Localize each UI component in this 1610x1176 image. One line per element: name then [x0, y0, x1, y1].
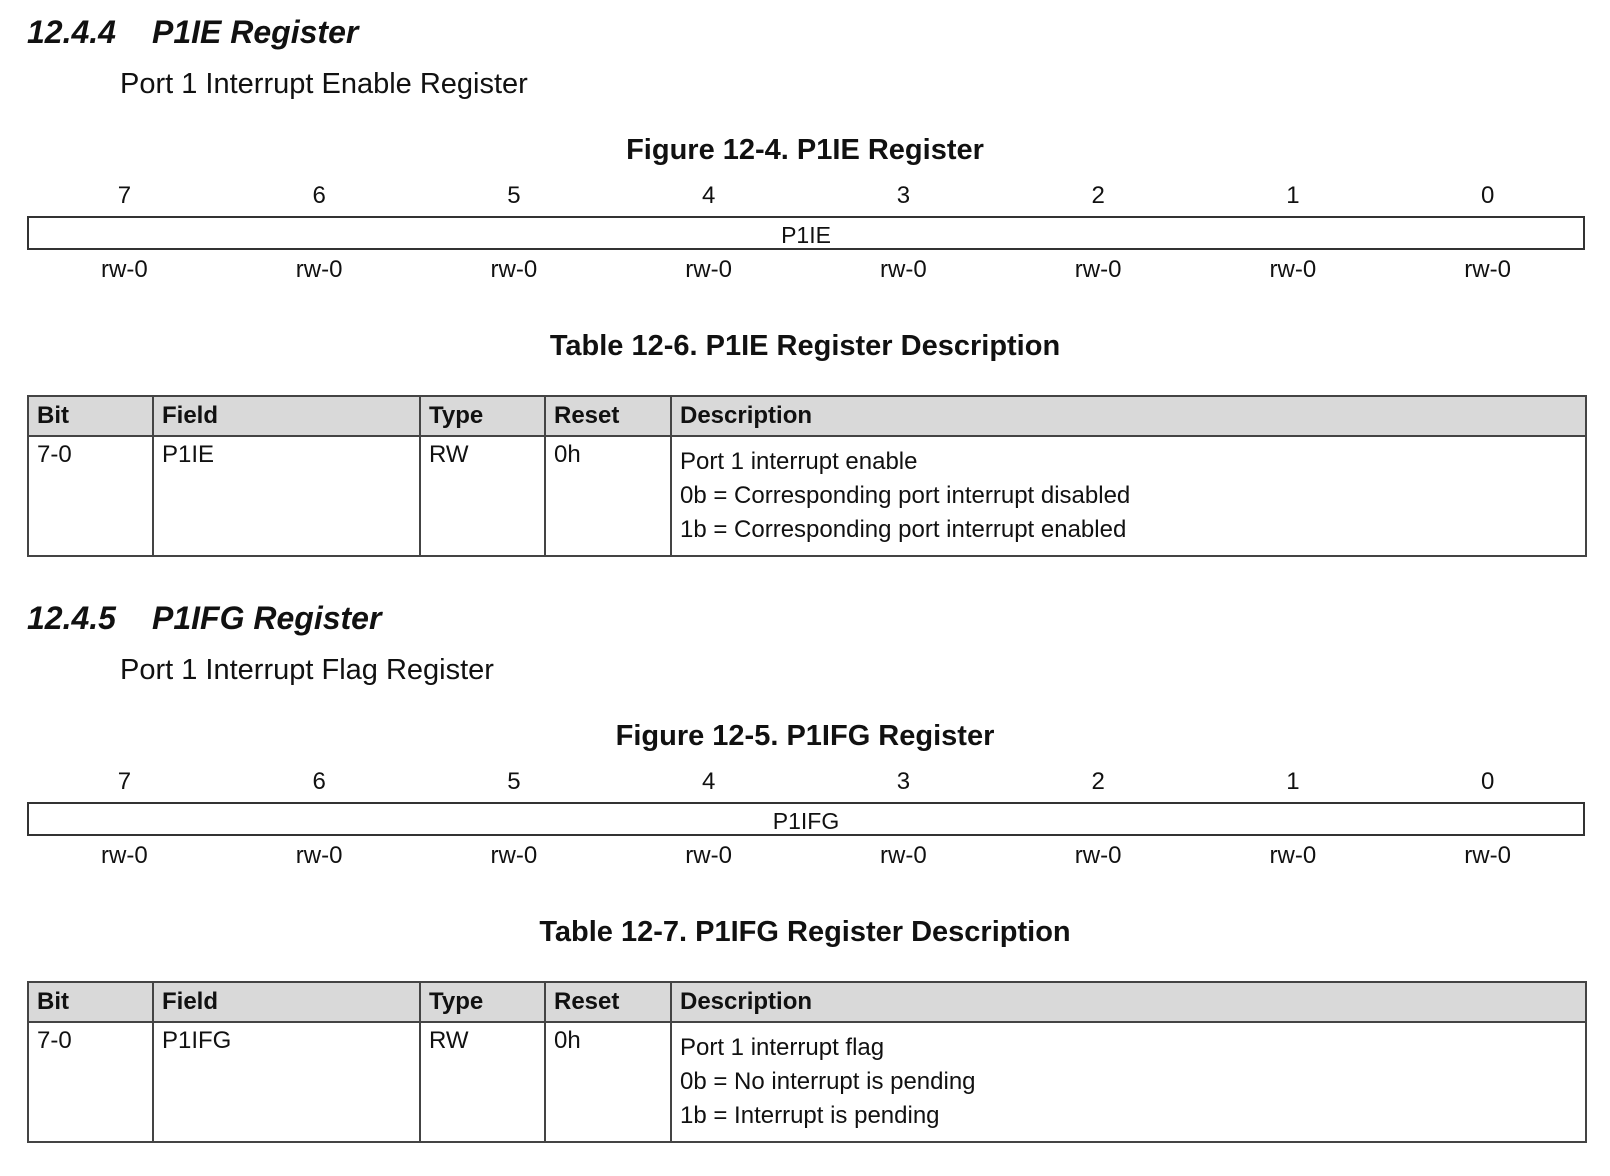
section-number: 12.4.4: [27, 14, 116, 50]
cell-bit: 7-0: [28, 1022, 153, 1142]
bit-number: 2: [1091, 768, 1105, 795]
bit-number: 0: [1480, 182, 1495, 209]
bit-number: 7: [117, 768, 132, 795]
column-header-reset: Reset: [545, 396, 671, 436]
register-description-table: [27, 395, 1587, 557]
register-description-table: [27, 981, 1587, 1143]
cell-field: P1IE: [153, 436, 420, 556]
section-title: P1IFG Register: [152, 600, 382, 636]
access-label: rw-0: [101, 842, 148, 869]
bit-number: 0: [1480, 768, 1495, 795]
section-subtitle: Port 1 Interrupt Flag Register: [120, 654, 494, 686]
column-header-reset: Reset: [545, 982, 671, 1022]
access-label: rw-0: [685, 256, 732, 283]
access-row: [27, 253, 1585, 287]
column-header-description: Description: [671, 396, 1586, 436]
column-header-type: Type: [420, 396, 545, 436]
bit-number: 6: [312, 768, 326, 795]
description-line: 0b = No interrupt is pending: [680, 1068, 976, 1095]
bit-number: 1: [1286, 768, 1300, 795]
access-label: rw-0: [1074, 256, 1122, 283]
access-label: rw-0: [295, 256, 343, 283]
table-header-row: [28, 982, 1586, 1022]
bit-number: 1: [1286, 182, 1300, 209]
section-title: P1IE Register: [152, 14, 359, 50]
access-label: rw-0: [1074, 842, 1122, 869]
access-label: rw-0: [685, 842, 732, 869]
cell-reset: 0h: [545, 1022, 671, 1142]
table-caption: Table 12-7. P1IFG Register Description: [539, 916, 1071, 948]
bit-number: 6: [312, 182, 326, 209]
column-header-description: Description: [671, 982, 1586, 1022]
cell-type: RW: [420, 436, 545, 556]
cell-type: RW: [420, 1022, 545, 1142]
table-caption: Table 12-6. P1IE Register Description: [549, 330, 1061, 362]
section-subtitle: Port 1 Interrupt Enable Register: [120, 68, 528, 100]
bit-number: 7: [117, 182, 132, 209]
column-header-field: Field: [153, 982, 420, 1022]
bit-number: 3: [896, 182, 911, 209]
bit-number: 4: [701, 182, 716, 209]
table-header-row: [28, 396, 1586, 436]
access-label: rw-0: [101, 256, 148, 283]
register-field-box: P1IFG: [27, 802, 1585, 836]
bit-number: 5: [507, 768, 521, 795]
section-heading-p1ie: [27, 14, 358, 51]
description-line: 1b = Corresponding port interrupt enabled: [680, 516, 1127, 543]
cell-reset: 0h: [545, 436, 671, 556]
register-diagram-p1ifg: [27, 766, 1585, 873]
description-line: 0b = Corresponding port interrupt disabled: [680, 482, 1131, 509]
cell-bit: 7-0: [28, 436, 153, 556]
access-label: rw-0: [1464, 256, 1511, 283]
figure-caption: Figure 12-5. P1IFG Register: [615, 720, 995, 752]
bit-number: 3: [896, 768, 911, 795]
table-row: [28, 436, 1586, 556]
section-heading-p1ifg: [27, 600, 381, 637]
bit-number-row: [27, 766, 1585, 798]
description-line: Port 1 interrupt enable: [680, 448, 918, 475]
access-label: rw-0: [490, 256, 538, 283]
description-line: 1b = Interrupt is pending: [680, 1102, 940, 1129]
column-header-field: Field: [153, 396, 420, 436]
column-header-bit: Bit: [28, 396, 153, 436]
column-header-type: Type: [420, 982, 545, 1022]
column-header-bit: Bit: [28, 982, 153, 1022]
access-label: rw-0: [880, 842, 927, 869]
bit-number: 5: [507, 182, 521, 209]
access-label: rw-0: [1269, 256, 1317, 283]
register-field-box: P1IE: [27, 216, 1585, 250]
access-label: rw-0: [1269, 842, 1317, 869]
access-label: rw-0: [1464, 842, 1511, 869]
cell-description: [671, 1022, 1586, 1142]
section-number: 12.4.5: [27, 600, 116, 636]
access-label: rw-0: [490, 842, 538, 869]
access-label: rw-0: [880, 256, 927, 283]
access-label: rw-0: [295, 842, 343, 869]
access-row: [27, 839, 1585, 873]
bit-number: 2: [1091, 182, 1105, 209]
bit-number-row: [27, 180, 1585, 212]
description-line: Port 1 interrupt flag: [680, 1034, 885, 1061]
cell-field: P1IFG: [153, 1022, 420, 1142]
figure-caption: Figure 12-4. P1IE Register: [626, 134, 984, 166]
bit-number: 4: [701, 768, 716, 795]
table-row: [28, 1022, 1586, 1142]
cell-description: [671, 436, 1586, 556]
register-diagram-p1ie: [27, 180, 1585, 287]
